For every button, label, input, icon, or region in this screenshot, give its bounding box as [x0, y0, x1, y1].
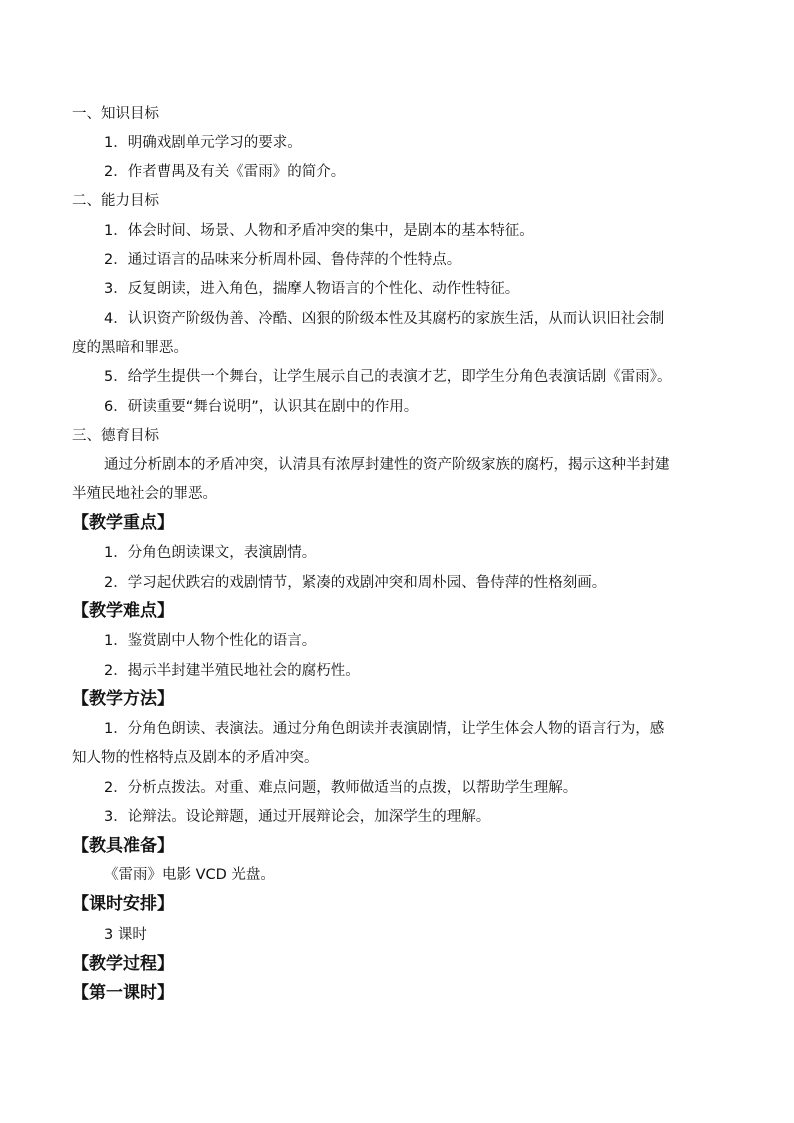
schedule-text: 3 课时: [104, 927, 147, 943]
heading-teaching-process: 【教学过程】: [72, 954, 174, 974]
ability-item-5: 5．给学生提供一个舞台，让学生展示自己的表演才艺，即学生分角色表演话剧《雷雨》。: [104, 369, 672, 385]
heading-teaching-tools: 【教具准备】: [72, 836, 174, 856]
method-item-1-cont: 知人物的性格特点及剧本的矛盾冲突。: [72, 750, 319, 766]
section-ability-title: 二、能力目标: [72, 193, 159, 209]
heading-schedule: 【课时安排】: [72, 894, 174, 914]
ability-item-4-cont: 度的黑暗和罪恶。: [72, 340, 188, 356]
ability-item-6: 6．研读重要“舞台说明”，认识其在剧中的作用。: [104, 399, 419, 415]
difficulty-item-2: 2．揭示半封建半殖民地社会的腐朽性。: [104, 663, 360, 679]
ability-item-1: 1．体会时间、场景、人物和矛盾冲突的集中，是剧本的基本特征。: [104, 223, 534, 239]
ability-item-3: 3．反复朗读，进入角色，揣摩人物语言的个性化、动作性特征。: [104, 281, 520, 297]
ability-item-4: 4．认识资产阶级伪善、冷酷、凶狠的阶级本性及其腐朽的家族生活，从而认识旧社会制: [104, 311, 665, 327]
knowledge-item-2: 2．作者曹禺及有关《雷雨》的简介。: [104, 164, 346, 180]
moral-text-line-2: 半殖民地社会的罪恶。: [72, 486, 217, 502]
section-moral-title: 三、德育目标: [72, 428, 159, 444]
difficulty-item-1: 1．鉴赏剧中人物个性化的语言。: [104, 633, 317, 649]
method-item-3: 3．论辩法。设论辩题，通过开展辩论会，加深学生的理解。: [104, 809, 491, 825]
ability-item-2: 2．通过语言的品味来分析周朴园、鲁侍萍的个性特点。: [104, 252, 462, 268]
heading-first-lesson: 【第一课时】: [72, 983, 174, 1003]
focus-item-1: 1．分角色朗读课文，表演剧情。: [104, 545, 317, 561]
heading-teaching-method: 【教学方法】: [72, 689, 174, 709]
knowledge-item-1: 1．明确戏剧单元学习的要求。: [104, 135, 302, 151]
section-knowledge-title: 一、知识目标: [72, 106, 159, 122]
heading-teaching-difficulty: 【教学难点】: [72, 601, 174, 621]
focus-item-2: 2．学习起伏跌宕的戏剧情节，紧凑的戏剧冲突和周朴园、鲁侍萍的性格刻画。: [104, 575, 607, 591]
heading-teaching-focus: 【教学重点】: [72, 513, 174, 533]
method-item-2: 2．分析点拨法。对重、难点问题，教师做适当的点拨，以帮助学生理解。: [104, 780, 578, 796]
tools-text: 《雷雨》电影 VCD 光盘。: [104, 867, 275, 883]
moral-text-line-1: 通过分析剧本的矛盾冲突，认清具有浓厚封建性的资产阶级家族的腐朽，揭示这种半封建: [104, 457, 670, 473]
method-item-1: 1．分角色朗读、表演法。通过分角色朗读并表演剧情，让学生体会人物的语言行为，感: [104, 721, 665, 737]
